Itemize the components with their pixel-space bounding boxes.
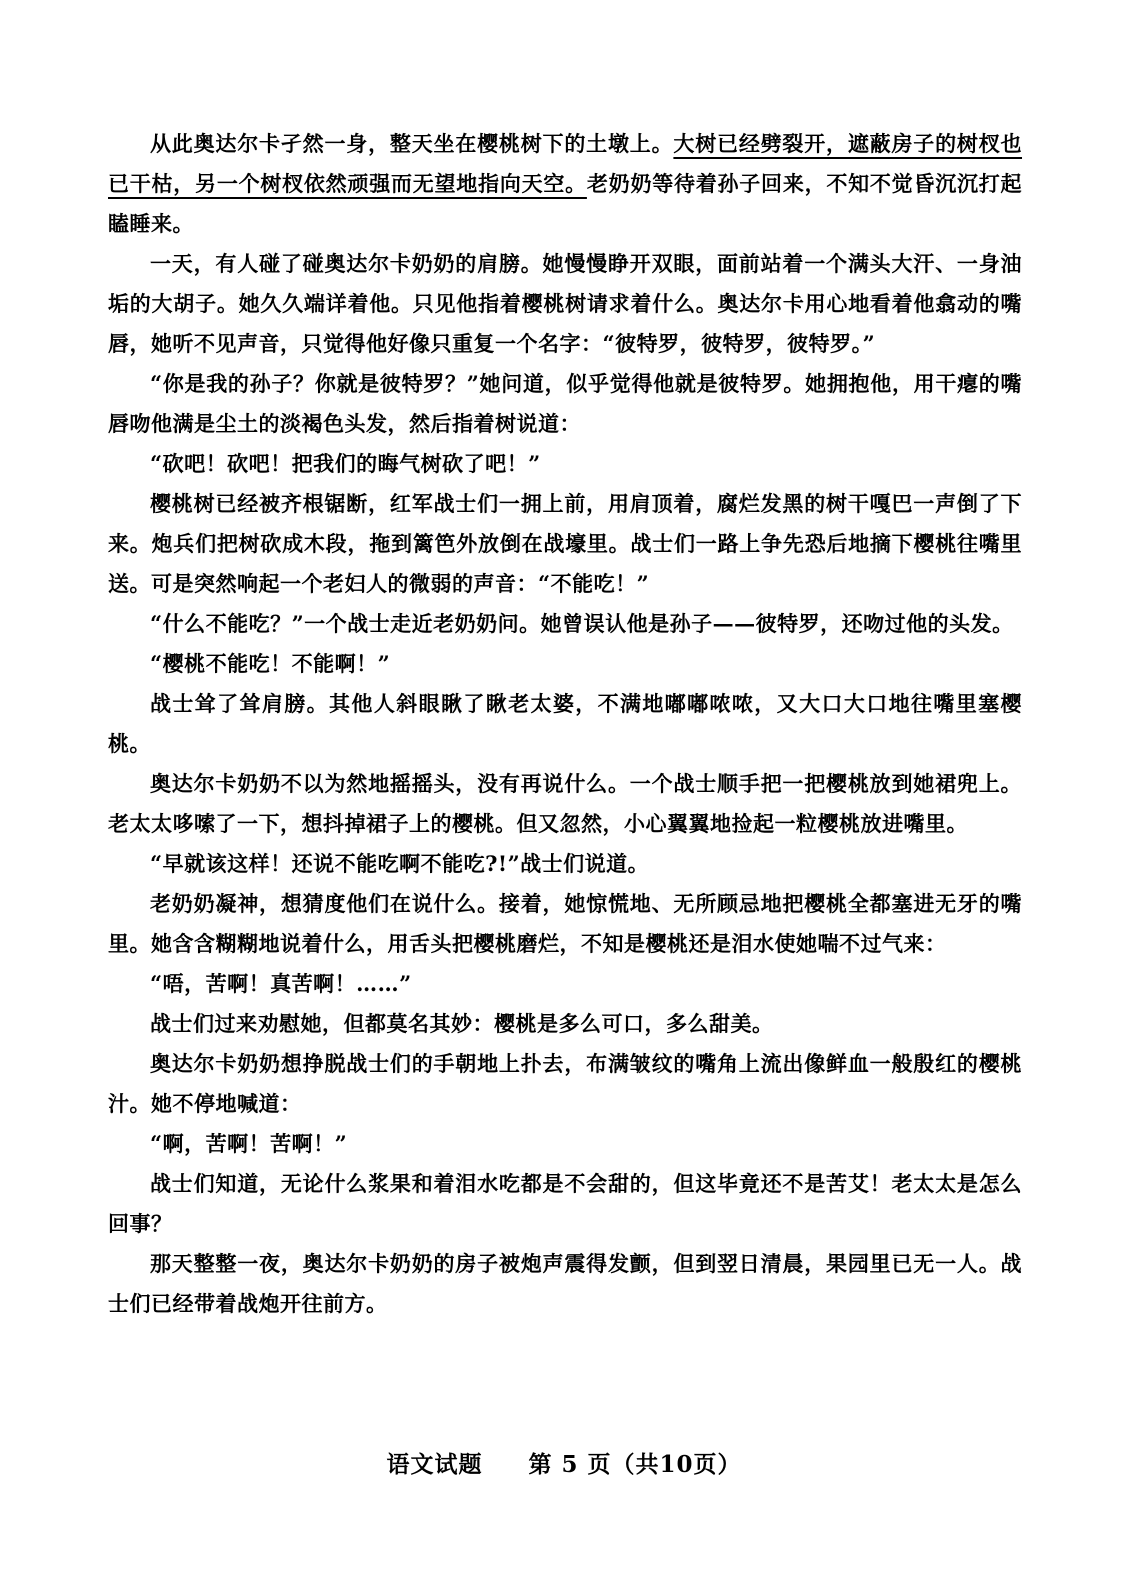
underlined-text: 大树已经劈裂开，遮蔽房子的树杈也已干枯，另一个树杈依然顽强而无望地指向天空。: [108, 131, 1023, 196]
text-segment: 樱桃树已经被齐根锯断，红军战士们一拥上前，用肩顶着，腐烂发黑的树干嘎巴一声倒了下来。炮兵们把树砍成木段，拖到篱笆外放倒在战壕里。战士们一路上争先恐后地摘下樱桃往嘴里送。可是突然响起一个老妇人的微弱的声音：“不能吃！”: [108, 491, 1022, 596]
paragraph: [108, 124, 1022, 244]
footer-page-info: 第 5 页（共10页）: [528, 1451, 742, 1478]
text-segment: 一天，有人碰了碰奥达尔卡奶奶的肩膀。她慢慢睁开双眼，面前站着一个满头大汗、一身油垢的大胡子。她久久端详着他。只见他指着樱桃树请求着什么。奥达尔卡用心地看着他翕动的嘴唇，她听不见声音，只觉得他好像只重复一个名字：“彼特罗，彼特罗，彼特罗。”: [108, 251, 1022, 356]
paragraph: [108, 844, 1022, 884]
paragraph: [108, 244, 1022, 364]
paragraph: [108, 1164, 1022, 1244]
text-segment: “早就该这样！还说不能吃啊不能吃?!”战士们说道。: [150, 851, 650, 876]
text-segment: “你是我的孙子？你就是彼特罗？”她问道，似乎觉得他就是彼特罗。她拥抱他，用干瘪的嘴唇吻他满是尘土的淡褐色头发，然后指着树说道：: [108, 371, 1022, 436]
paragraph: [108, 1124, 1022, 1164]
paragraph: [108, 964, 1022, 1004]
footer-doc-title: 语文试题: [386, 1451, 483, 1478]
passage: [108, 124, 1022, 1324]
paragraph: [108, 684, 1022, 764]
text-segment: “唔，苦啊！真苦啊！……”: [150, 971, 412, 996]
text-segment: 那天整整一夜，奥达尔卡奶奶的房子被炮声震得发颤，但到翌日清晨，果园里已无一人。战士们已经带着战炮开往前方。: [108, 1251, 1022, 1316]
paragraph: [108, 1044, 1022, 1124]
paragraph: [108, 644, 1022, 684]
paragraph: [108, 364, 1022, 444]
text-segment: 奥达尔卡奶奶想挣脱战士们的手朝地上扑去，布满皱纹的嘴角上流出像鲜血一般殷红的樱桃汁。她不停地喊道：: [108, 1051, 1022, 1116]
text-segment: “砍吧！砍吧！把我们的晦气树砍了吧！”: [150, 451, 541, 476]
text-segment: 战士们过来劝慰她，但都莫名其妙：樱桃是多么可口，多么甜美。: [150, 1011, 774, 1036]
text-segment: 老奶奶等待着孙子回来，不知不觉昏沉沉打起瞌睡来。: [108, 171, 1023, 236]
text-segment: “樱桃不能吃！不能啊！”: [150, 651, 391, 676]
text-segment: 奥达尔卡奶奶不以为然地摇摇头，没有再说什么。一个战士顺手把一把樱桃放到她裙兜上。老太太哆嗦了一下，想抖掉裙子上的樱桃。但又忽然，小心翼翼地捡起一粒樱桃放进嘴里。: [108, 771, 1022, 836]
text-segment: 老奶奶凝神，想猜度他们在说什么。接着，她惊慌地、无所顾忌地把樱桃全都塞进无牙的嘴里。她含含糊糊地说着什么，用舌头把樱桃磨烂，不知是樱桃还是泪水使她喘不过气来：: [108, 891, 1022, 956]
text-segment: “啊，苦啊！苦啊！”: [150, 1131, 348, 1156]
text-segment: 从此奥达尔卡孑然一身，整天坐在樱桃树下的土墩上。: [150, 131, 674, 156]
text-segment: 战士们知道，无论什么浆果和着泪水吃都是不会甜的，但这毕竟还不是苦艾！老太太是怎么回事？: [108, 1171, 1022, 1236]
paragraph: [108, 444, 1022, 484]
paragraph: [108, 604, 1022, 644]
paragraph: [108, 764, 1022, 844]
paragraph: [108, 884, 1022, 964]
paragraph: [108, 1244, 1022, 1324]
page-footer: [0, 1446, 1128, 1479]
paragraph: [108, 1004, 1022, 1044]
paragraph: [108, 484, 1022, 604]
text-segment: 战士耸了耸肩膀。其他人斜眼瞅了瞅老太婆，不满地嘟嘟哝哝，又大口大口地往嘴里塞樱桃。: [108, 691, 1022, 756]
text-segment: “什么不能吃？”一个战士走近老奶奶问。她曾误认他是孙子——彼特罗，还吻过他的头发。: [150, 611, 1014, 636]
